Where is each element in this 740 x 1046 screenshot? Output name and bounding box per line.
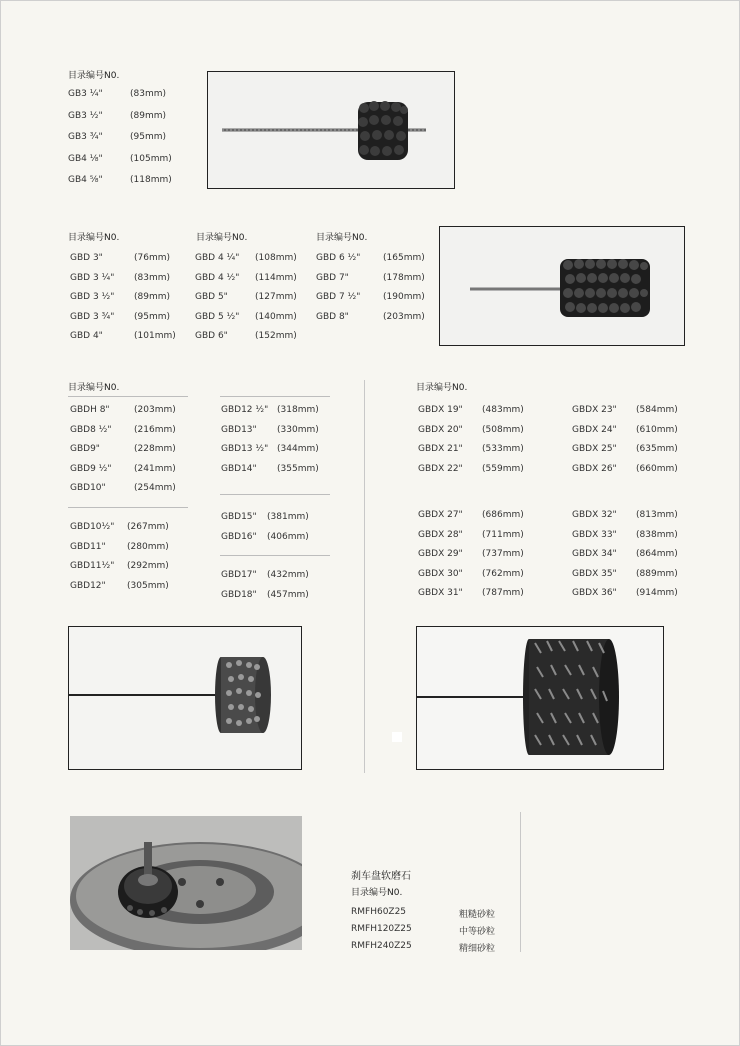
product-code: GBD 5" xyxy=(195,292,228,302)
size-mm: (95mm) xyxy=(134,311,171,322)
size-mm: (355mm) xyxy=(277,463,319,474)
product-code: GB3 ¼" xyxy=(68,89,103,99)
product-code: GBD13" xyxy=(221,424,257,435)
size-mm: (228mm) xyxy=(134,444,176,454)
product-code: RMFH120Z25 xyxy=(351,924,412,934)
size-mm: (95mm) xyxy=(130,132,167,142)
product-code: GBDX 22" xyxy=(418,463,463,474)
brake-disc-photo xyxy=(70,816,302,950)
grit-grade: 精细砂粒 xyxy=(459,944,496,954)
grit-grade: 粗糙砂粒 xyxy=(459,910,496,920)
size-mm: (108mm) xyxy=(255,253,297,263)
size-mm: (457mm) xyxy=(267,589,309,600)
size-mm: (152mm) xyxy=(255,331,297,341)
size-mm: (686mm) xyxy=(482,510,524,520)
size-mm: (864mm) xyxy=(636,549,678,559)
product-code: GBD10½" xyxy=(70,522,115,532)
mark-square xyxy=(392,732,402,742)
size-mm: (381mm) xyxy=(267,512,309,522)
product-code: GBDX 30" xyxy=(418,568,463,579)
size-mm: (101mm) xyxy=(134,331,176,341)
product-code: GBD 6" xyxy=(195,331,228,341)
size-mm: (737mm) xyxy=(482,549,524,559)
size-mm: (889mm) xyxy=(636,568,678,579)
size-mm: (660mm) xyxy=(636,463,678,474)
product-code: GBD 4 ¼" xyxy=(195,253,240,263)
product-code: GBD9 ½" xyxy=(70,463,112,474)
product-code: GBDX 32" xyxy=(572,510,617,520)
product-code: GBD 7 ½" xyxy=(316,292,361,302)
product-code: GB4 ⅛" xyxy=(68,153,103,164)
size-mm: (241mm) xyxy=(134,463,176,474)
product-code: GBD17" xyxy=(221,570,257,580)
divider-line xyxy=(220,396,330,397)
size-mm: (89mm) xyxy=(130,110,167,121)
size-mm: (76mm) xyxy=(134,253,171,263)
product-code: GBD12 ½" xyxy=(221,405,269,415)
product-code: RMFH240Z25 xyxy=(351,941,412,951)
size-mm: (127mm) xyxy=(255,292,297,302)
size-mm: (559mm) xyxy=(482,463,524,474)
product-code: GBD 6 ½" xyxy=(316,253,361,263)
size-mm: (292mm) xyxy=(127,561,169,571)
size-mm: (105mm) xyxy=(130,153,172,164)
product-code: GBD14" xyxy=(221,463,257,474)
product-code: GBDX 34" xyxy=(572,549,617,559)
size-mm: (508mm) xyxy=(482,424,524,435)
size-mm: (533mm) xyxy=(482,444,524,454)
product-photo-gbd xyxy=(439,226,685,346)
product-photo-gbd-large xyxy=(68,626,302,770)
size-mm: (432mm) xyxy=(267,570,309,580)
product-code: GB4 ⅝" xyxy=(68,175,103,185)
size-mm: (762mm) xyxy=(482,568,524,579)
catalog-number-header: 目录编号N0. xyxy=(351,888,403,898)
product-code: GBD12" xyxy=(70,580,106,591)
product-code: GBDX 33" xyxy=(572,529,617,540)
size-mm: (89mm) xyxy=(134,292,171,302)
vertical-divider xyxy=(520,812,521,952)
product-code: GBD 4 ½" xyxy=(195,272,240,283)
size-mm: (165mm) xyxy=(383,253,425,263)
product-code: GBDX 36" xyxy=(572,588,617,598)
catalog-number-header: 目录编号N0. xyxy=(68,71,120,81)
size-mm: (254mm) xyxy=(134,483,176,493)
product-photo-gb xyxy=(207,71,455,189)
product-code: GBD11½" xyxy=(70,561,115,571)
product-code: GBD15" xyxy=(221,512,257,522)
size-mm: (610mm) xyxy=(636,424,678,435)
product-photo-gbdx xyxy=(416,626,664,770)
product-code: GBDX 28" xyxy=(418,529,463,540)
product-code: GBD 5 ½" xyxy=(195,311,240,322)
catalog-number-header: 目录编号N0. xyxy=(68,383,120,393)
divider-line xyxy=(220,555,330,556)
product-code: GBD13 ½" xyxy=(221,444,269,454)
product-code: RMFH60Z25 xyxy=(351,907,407,917)
size-mm: (267mm) xyxy=(127,522,169,532)
product-code: GBDX 35" xyxy=(572,568,617,579)
divider-line xyxy=(68,507,188,508)
product-code: GBD9" xyxy=(70,444,100,454)
size-mm: (178mm) xyxy=(383,272,425,283)
size-mm: (305mm) xyxy=(127,580,169,591)
size-mm: (483mm) xyxy=(482,405,524,415)
size-mm: (584mm) xyxy=(636,405,678,415)
product-code: GBD11" xyxy=(70,541,106,552)
product-code: GBDX 24" xyxy=(572,424,617,435)
product-code: GBD10" xyxy=(70,483,106,493)
size-mm: (114mm) xyxy=(255,272,297,283)
divider-line xyxy=(220,494,330,495)
product-code: GBD 7" xyxy=(316,272,349,283)
size-mm: (118mm) xyxy=(130,175,172,185)
size-mm: (635mm) xyxy=(636,444,678,454)
product-code: GBDX 20" xyxy=(418,424,463,435)
product-code: GBDX 19" xyxy=(418,405,463,415)
product-code: GBD 4" xyxy=(70,331,103,341)
size-mm: (203mm) xyxy=(134,405,176,415)
product-code: GBD 3 ¼" xyxy=(70,272,115,283)
size-mm: (140mm) xyxy=(255,311,297,322)
size-mm: (914mm) xyxy=(636,588,678,598)
size-mm: (787mm) xyxy=(482,588,524,598)
product-code: GBD 3 ½" xyxy=(70,292,115,302)
divider-line xyxy=(68,396,188,397)
size-mm: (838mm) xyxy=(636,529,678,540)
product-code: GBD 8" xyxy=(316,311,349,322)
catalog-number-header: 目录编号N0. xyxy=(196,233,248,243)
product-code: GBD18" xyxy=(221,589,257,600)
catalog-number-header: 目录编号N0. xyxy=(316,233,368,243)
size-mm: (318mm) xyxy=(277,405,319,415)
product-code: GBD 3" xyxy=(70,253,103,263)
size-mm: (344mm) xyxy=(277,444,319,454)
grit-grade: 中等砂粒 xyxy=(459,927,496,937)
size-mm: (711mm) xyxy=(482,529,524,540)
size-mm: (280mm) xyxy=(127,541,169,552)
product-code: GBD8 ½" xyxy=(70,424,112,435)
size-mm: (83mm) xyxy=(134,272,171,283)
product-code: GBD16" xyxy=(221,531,257,542)
size-mm: (216mm) xyxy=(134,424,176,435)
size-mm: (190mm) xyxy=(383,292,425,302)
product-code: GBDX 21" xyxy=(418,444,463,454)
product-code: GBDX 23" xyxy=(572,405,617,415)
catalog-number-header: 目录编号N0. xyxy=(68,233,120,243)
product-code: GBDX 27" xyxy=(418,510,463,520)
product-code: GBD 3 ¾" xyxy=(70,311,115,322)
size-mm: (330mm) xyxy=(277,424,319,435)
product-code: GBDX 31" xyxy=(418,588,463,598)
product-code: GBDX 26" xyxy=(572,463,617,474)
size-mm: (203mm) xyxy=(383,311,425,322)
size-mm: (83mm) xyxy=(130,89,167,99)
product-code: GB3 ¾" xyxy=(68,132,103,142)
vertical-divider xyxy=(364,380,365,773)
product-code: GBDX 25" xyxy=(572,444,617,454)
product-code: GB3 ½" xyxy=(68,110,103,121)
brake-section-title: 刹车盘软磨石 xyxy=(351,871,411,882)
size-mm: (813mm) xyxy=(636,510,678,520)
product-code: GBDH 8" xyxy=(70,405,110,415)
product-code: GBDX 29" xyxy=(418,549,463,559)
catalog-number-header: 目录编号N0. xyxy=(416,383,468,393)
size-mm: (406mm) xyxy=(267,531,309,542)
